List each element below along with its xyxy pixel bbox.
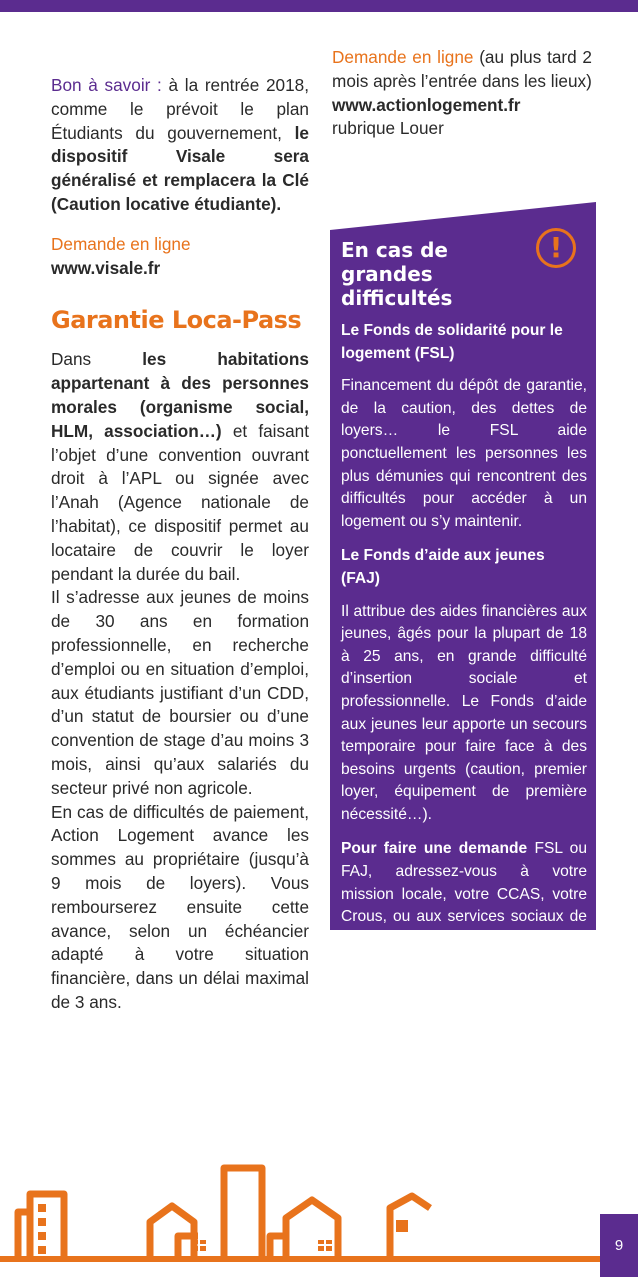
top-bar (0, 0, 638, 12)
fsl-heading: Le Fonds de solidarité pour le logement (FSL) (341, 322, 563, 362)
loca-pass-paragraph-3: En cas de difficultés de paiement, Action Logement avance les sommes au propriétaire (jusqu’à 9 mois de loyers). Vous rembourserez ensuite cette avance, selon un échéancier adapté à votre situation financière, dans un délai maximal de 3 ans. (51, 801, 309, 1012)
bon-savoir-bold: le dispositif Visale sera généralisé et remplacera la Clé (Caution locative étudiante). (51, 122, 309, 214)
box-title: En cas de grandes difficultés (341, 238, 453, 310)
visale-request (51, 233, 309, 281)
warning-icon: ! (536, 228, 576, 268)
page-number: 9 (600, 1214, 638, 1277)
loca-pass-paragraph-2: Il s’adresse aux jeunes de moins de 30 ans en formation professionnelle, en recherche d’emploi ou en situation d’emploi, aux étudiants justifiant d’un CDD, d’un statut de boursier ou d’une convention de stage d’au moins 3 mois, ainsi qu’aux salariés du secteur privé non agricole. (51, 587, 309, 798)
demande-detail: (au plus tard 2 mois après l’entrée dans les lieux) (332, 47, 592, 91)
actionlogement-request (332, 46, 592, 141)
p1-bold: les habitations appartenant à des personnes morales (organisme social, HLM, association…) (51, 349, 309, 441)
left-column (51, 74, 309, 1015)
demande-text: FSL ou FAJ, adressez-vous à votre mission locale, votre CCAS, votre Crous, ou aux services sociaux de votre département. Un travailleur social vous accompagnera dans vos démarches. (341, 840, 588, 994)
p1-text-a: Dans (51, 349, 143, 370)
footer-line (0, 1256, 638, 1262)
demande-label: Demande en ligne (332, 47, 474, 67)
faj-text: Il attribue des aides financières aux jeunes, âgés pour la plupart de 18 à 25 ans, en grande difficulté d’insertion sociale et professionnelle. Le Fonds d’aide aux jeunes leur apporte un secours temporaire pour faire face à des besoins urgents (caution, premier loyer, équipement de première nécessité…). (341, 602, 587, 823)
bon-savoir-text: à la rentrée 2018, comme le prévoit le plan Étudiants du gouvernement, (51, 75, 309, 143)
bon-savoir-label: Bon à savoir : (51, 75, 162, 95)
demande-bold: Pour faire une demande (341, 840, 528, 858)
rubrique-text: rubrique Louer (332, 118, 444, 139)
bon-savoir-paragraph (51, 74, 309, 217)
difficulties-box-content (341, 238, 587, 997)
visale-demande-label: Demande en ligne (51, 233, 191, 254)
demande-paragraph (341, 838, 587, 996)
visale-url[interactable]: www.visale.fr (51, 257, 161, 278)
loca-pass-paragraph-1 (51, 348, 309, 586)
right-top-column (332, 46, 592, 141)
p1-text-b: et faisant l’objet d’une convention ouvrant droit à l’APL ou signée avec l’Anah (Agence nationale de l’habitat), ce dispositif permet au locataire de couvrir le loyer pendant la durée du bail. (51, 420, 309, 584)
faj-heading: Le Fonds d’aide aux jeunes (FAJ) (341, 547, 545, 587)
fsl-text: Financement du dépôt de garantie, de la caution, des dettes de loyers… le FSL aide ponctuellement les personnes les plus démunies qui rencontrent des difficultés pour accéder à un logement ou s’y maintenir. (341, 377, 587, 530)
actionlogement-url[interactable]: www.actionlogement.fr (332, 94, 521, 115)
section-title-garantie: Garantie Loca-Pass (51, 306, 302, 335)
